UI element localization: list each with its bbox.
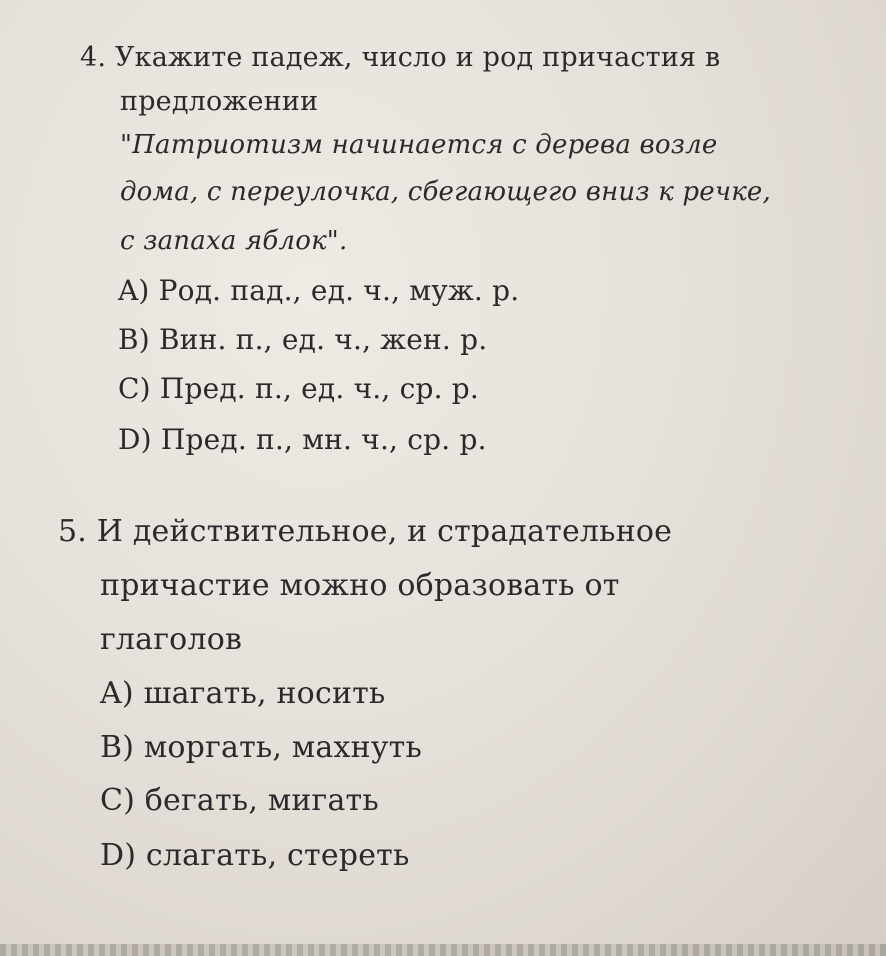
question-4-option-d: D) Пред. п., мн. ч., ср. р.: [118, 423, 487, 456]
question-4-quote-line-2: дома, с переулочка, сбегающего вниз к речке,: [120, 177, 771, 207]
question-5-title: 5. И действительное, и страдательное: [58, 514, 673, 549]
question-5-option-a: A) шагать, носить: [100, 676, 386, 711]
question-5-title-line-3: глаголов: [100, 622, 243, 657]
question-4-quote-line-1: "Патриотизм начинается с дерева возле: [120, 130, 718, 160]
question-5-option-b: B) моргать, махнуть: [100, 730, 423, 765]
question-4-title-continued: предложении: [120, 86, 319, 117]
question-5-title-line-2: причастие можно образовать от: [100, 568, 620, 603]
question-4-option-b: B) Вин. п., ед. ч., жен. р.: [118, 323, 488, 356]
question-4-title: 4. Укажите падеж, число и род причастия в: [80, 42, 721, 73]
question-4-option-a: A) Род. пад., ед. ч., муж. р.: [118, 274, 520, 307]
page-bottom-edge: [0, 944, 886, 956]
question-4-option-c: C) Пред. п., ед. ч., ср. р.: [118, 372, 480, 405]
question-4-quote-line-3: с запаха яблок".: [120, 226, 348, 256]
question-5-option-d: D) слагать, стереть: [100, 838, 410, 873]
question-5-option-c: C) бегать, мигать: [100, 783, 379, 818]
